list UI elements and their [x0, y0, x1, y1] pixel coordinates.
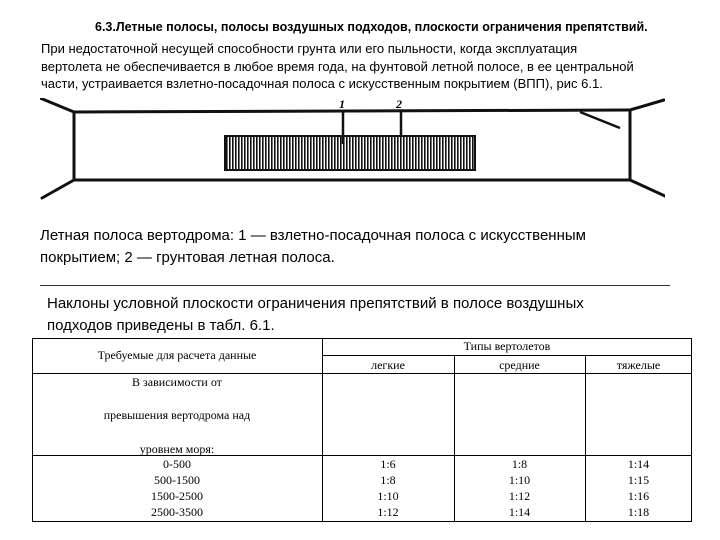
table-row-label: 500-1500	[154, 473, 200, 487]
intro-line: вертолета не обеспечивается в любое время года, на фунтовой летной полосе, в ее центральной	[41, 58, 634, 74]
header-required-data: Требуемые для расчета данные	[97, 348, 257, 362]
table-row-label: 1500-2500	[151, 489, 203, 503]
table-cell-heavy: 1:15	[627, 473, 650, 487]
section-label-line: В зависимости от	[132, 375, 222, 389]
figure-label-2: 2	[396, 98, 402, 111]
caption-line: покрытием; 2 — грунтовая летная полоса.	[40, 249, 335, 266]
table-cell-medium: 1:8	[511, 457, 528, 471]
paragraph-line: подходов приведены в табл. 6.1.	[47, 317, 275, 334]
table-cell-light: 1:10	[377, 489, 399, 503]
table-cell-heavy: 1:14	[627, 457, 650, 471]
table-cell-heavy: 1:16	[627, 489, 650, 503]
intro-line: При недостаточной несущей способности грунта или его пыльности, когда эксплуатация	[41, 41, 578, 56]
slopes-table	[32, 338, 692, 522]
table-cell-light: 1:8	[380, 473, 396, 487]
table-rule	[322, 355, 692, 356]
table-cell-light: 1:6	[380, 457, 396, 471]
intro-paragraph	[41, 40, 691, 93]
table-cell-medium: 1:12	[508, 489, 531, 503]
table-intro-paragraph	[47, 293, 687, 337]
paragraph-line: Наклоны условной плоскости ограничения препятствий в полосе воздушных	[47, 295, 584, 312]
table-cell-heavy: 1:18	[627, 505, 650, 519]
header-col-light: легкие	[371, 358, 405, 372]
caption-line: Летная полоса вертодрома: 1 — взлетно-посадочная полоса с искусственным	[40, 227, 586, 244]
section-label-line: уровнем моря:	[139, 442, 215, 456]
header-helicopter-types: Типы вертолетов	[463, 339, 551, 353]
table-cell-medium: 1:14	[508, 505, 531, 519]
table-cell-medium: 1:10	[508, 473, 531, 487]
caption-underline	[40, 285, 670, 286]
figure-caption	[40, 225, 680, 269]
header-col-medium: средние	[499, 358, 540, 372]
table-border-bottom	[32, 521, 692, 522]
intro-line: части, устраивается взлетно-посадочная полоса с искусственным покрытием (ВПП), рис 6.1.	[41, 76, 603, 91]
table-rule	[32, 373, 692, 374]
section-heading: 6.3.Летные полосы, полосы воздушных подходов, плоскости ограничения препятствий.	[95, 20, 648, 34]
table-row-label: 2500-3500	[151, 505, 203, 519]
header-col-heavy: тяжелые	[616, 358, 661, 372]
airstrip-figure	[40, 98, 665, 216]
runway-hatched	[225, 136, 475, 170]
table-cell-light: 1:12	[377, 505, 399, 519]
table-row-label: 0-500	[163, 457, 191, 471]
section-label-line: превышения вертодрома над	[103, 408, 251, 422]
figure-label-1: 1	[339, 98, 345, 111]
